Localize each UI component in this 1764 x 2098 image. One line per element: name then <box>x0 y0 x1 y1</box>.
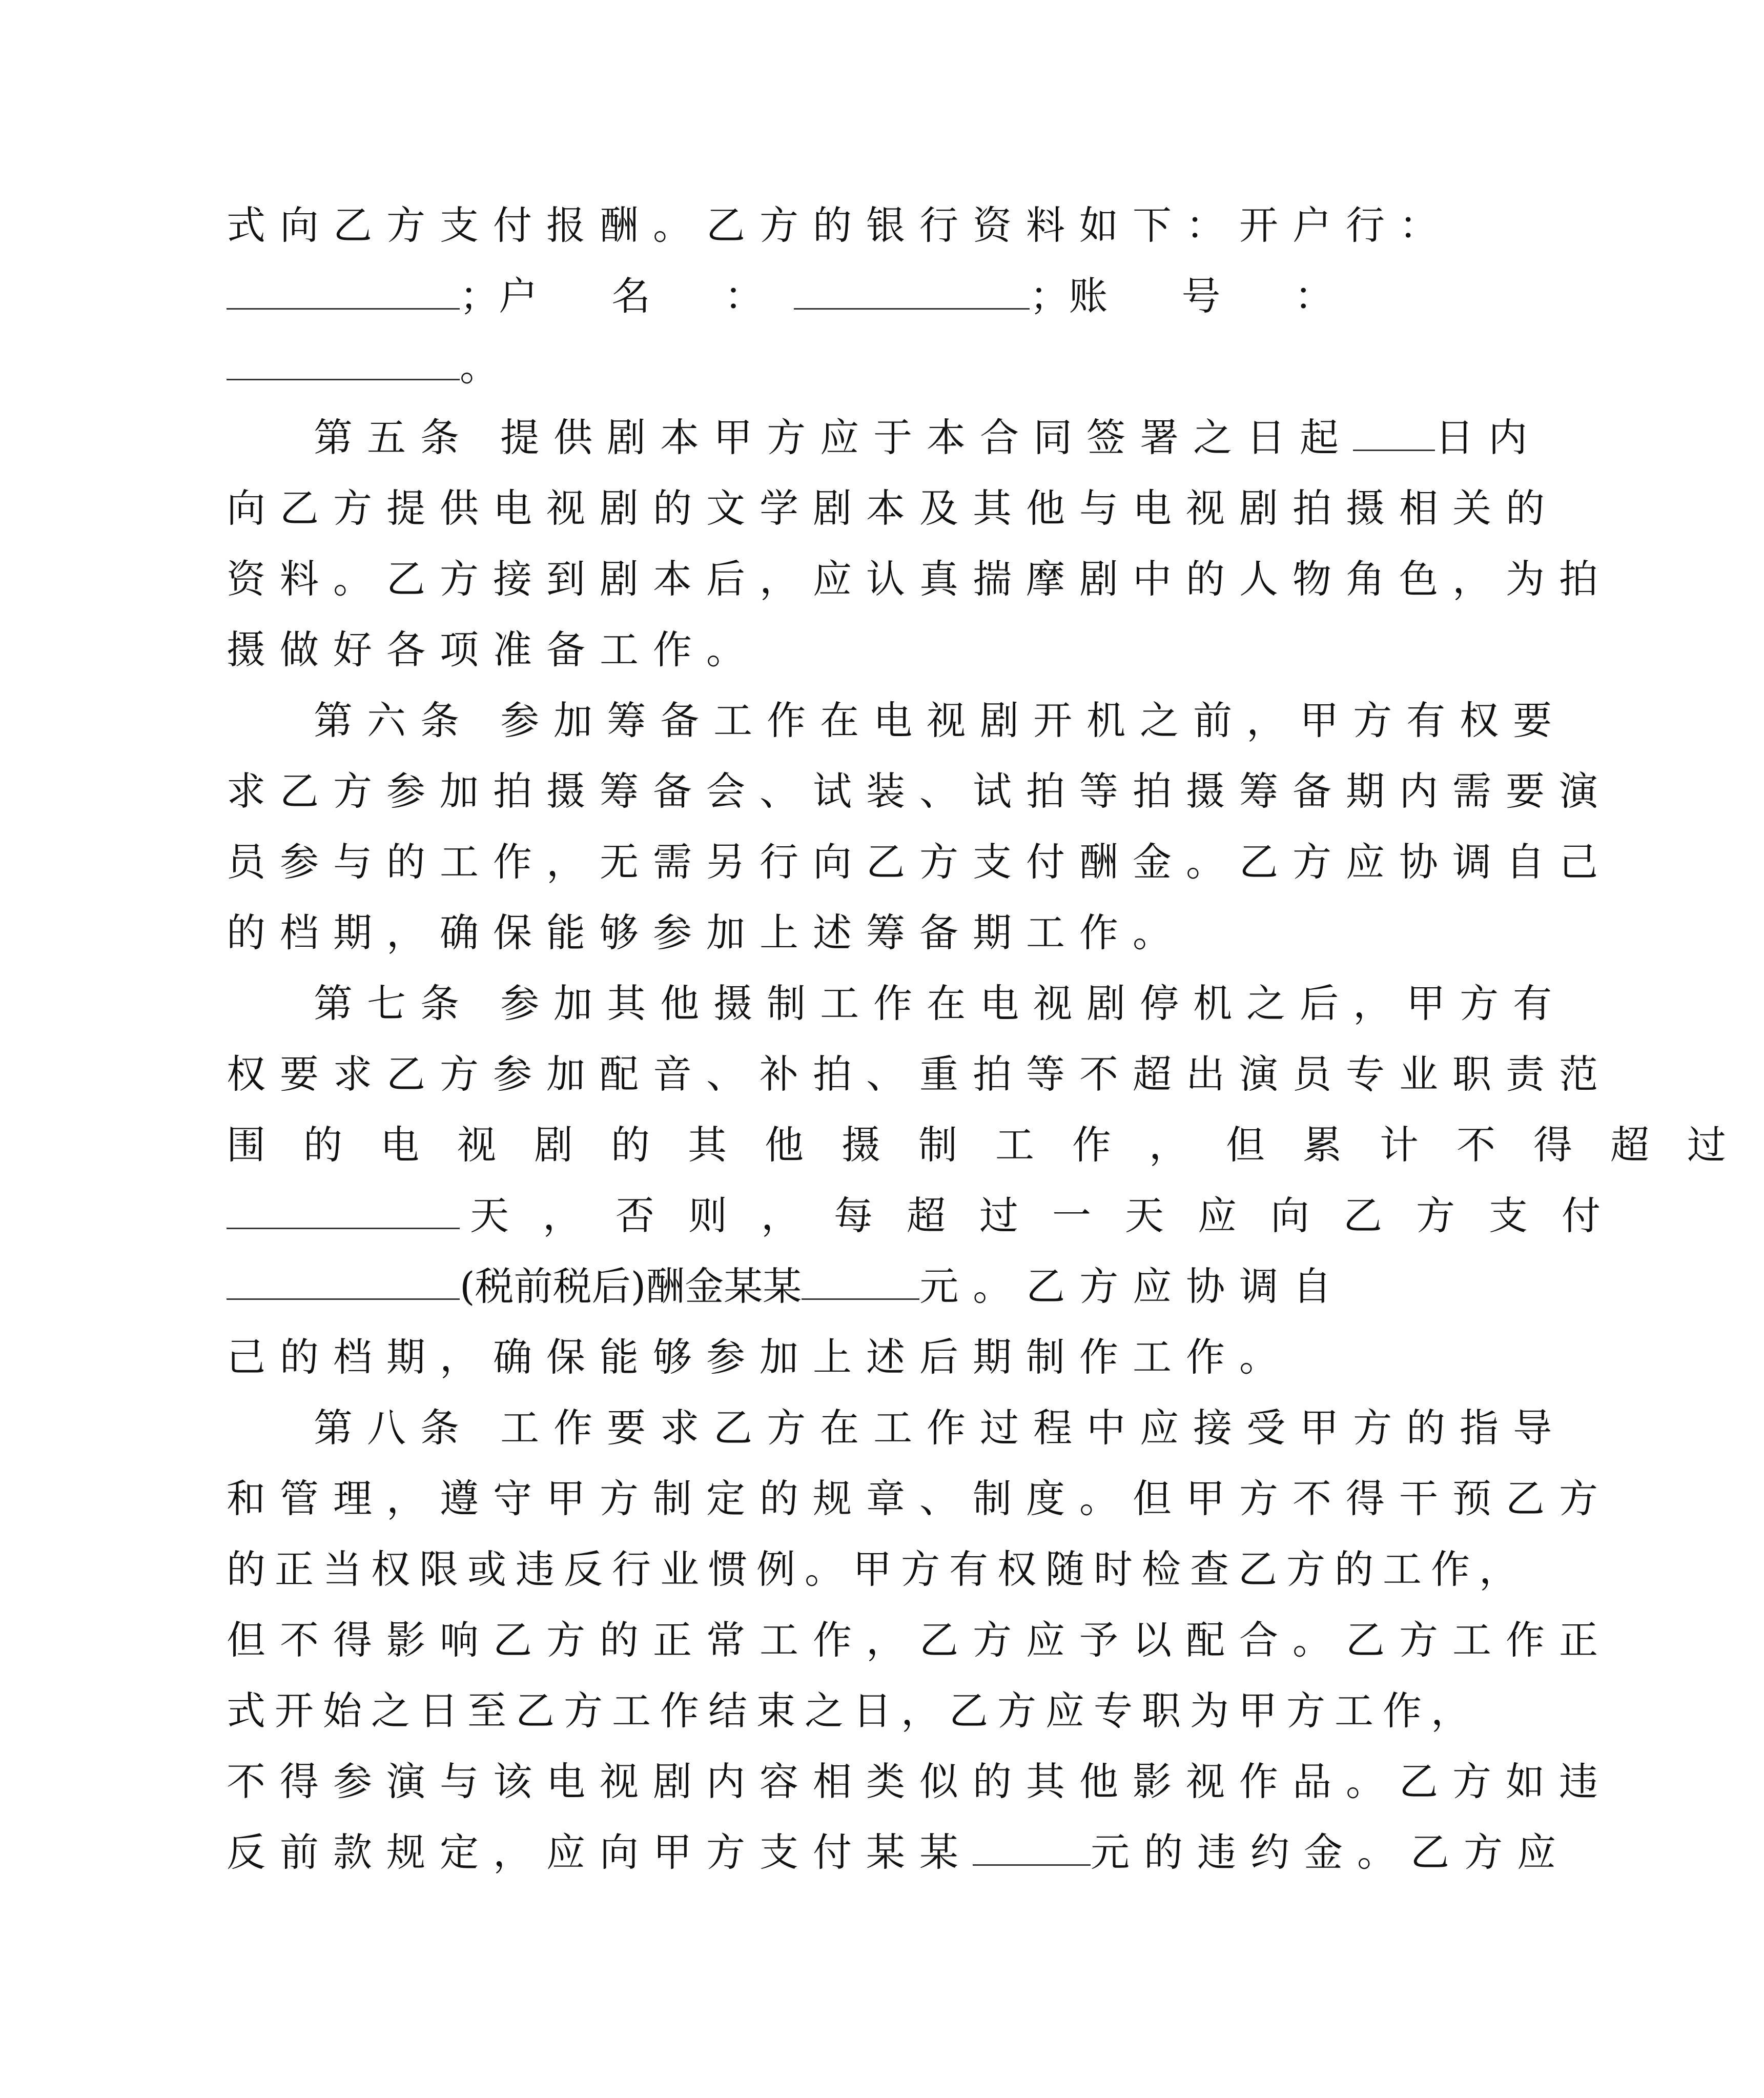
text-line: 权要求乙方参加配音、补拍、重拍等不超出演员专业职责范 <box>227 1051 1612 1097</box>
bank-info-line: ； 户 名 ： ； 账 号 ： <box>227 260 1262 332</box>
text-line: 摄做好各项准备工作。 <box>227 627 760 673</box>
article-5-heading: 第五条 提供剧本甲方应于本合同签署之日起 日内 <box>314 415 1542 460</box>
penalty-blank[interactable] <box>973 1828 1091 1866</box>
bank-name-blank[interactable] <box>227 272 460 310</box>
account-no-label: 账 号 ： <box>1069 273 1364 319</box>
account-no-blank[interactable] <box>227 343 460 380</box>
text-line: 的正当权限或违反行业惯例。甲方有权随时检查乙方的工作， <box>227 1546 1527 1592</box>
text-line: 反前款规定，应向甲方支付某某 元的违约金。乙方应 <box>227 1829 1570 1875</box>
text-line: 向乙方提供电视剧的文学剧本及其他与电视剧拍摄相关的 <box>227 485 1559 531</box>
text-line: 员参与的工作，无需另行向乙方支付酬金。乙方应协调自己 <box>227 839 1612 885</box>
text-line: 资料。乙方接到剧本后，应认真揣摩剧中的人物角色，为拍 <box>227 556 1612 602</box>
account-name-label: 户 名 ： <box>499 273 794 319</box>
text-line: (税前税后)酬金某某 元。乙方应协调自 <box>227 1251 1262 1322</box>
text-line: 己的档期，确保能够参加上述后期制作工作。 <box>227 1334 1293 1380</box>
text-line: 天，否则，每超过一天应向乙方支付 <box>227 1180 1262 1252</box>
text-line: 的档期，确保能够参加上述筹备期工作。 <box>227 910 1186 955</box>
text-line: 式向乙方支付报酬。乙方的银行资料如下：开户行： <box>227 202 1452 248</box>
account-name-blank[interactable] <box>794 272 1030 310</box>
article-7-heading: 第七条 参加其他摄制工作在电视剧停机之后，甲方有 <box>314 981 1567 1026</box>
text-line: 和管理，遵守甲方制定的规章、制度。但甲方不得干预乙方 <box>227 1476 1612 1521</box>
amount-blank[interactable] <box>802 1262 919 1300</box>
days-blank[interactable] <box>1353 414 1435 451</box>
extra-days-blank[interactable] <box>227 1192 460 1229</box>
text-line: 但不得影响乙方的正常工作，乙方应予以配合。乙方工作正 <box>227 1617 1612 1663</box>
text-line: 围的电视剧的其他摄制工作，但累计不得超过 <box>227 1122 1764 1168</box>
article-6-heading: 第六条 参加筹备工作在电视剧开机之前，甲方有权要 <box>314 698 1567 743</box>
tax-blank[interactable] <box>227 1262 460 1300</box>
account-no-line: 。 <box>227 331 1262 403</box>
text-line: 式开始之日至乙方工作结束之日，乙方应专职为甲方工作， <box>227 1688 1479 1734</box>
text-line: 求乙方参加拍摄筹备会、试装、试拍等拍摄筹备期内需要演 <box>227 768 1612 814</box>
article-8-heading: 第八条 工作要求乙方在工作过程中应接受甲方的指导 <box>314 1405 1567 1451</box>
text-line: 不得参演与该电视剧内容相类似的其他影视作品。乙方如违 <box>227 1759 1612 1804</box>
